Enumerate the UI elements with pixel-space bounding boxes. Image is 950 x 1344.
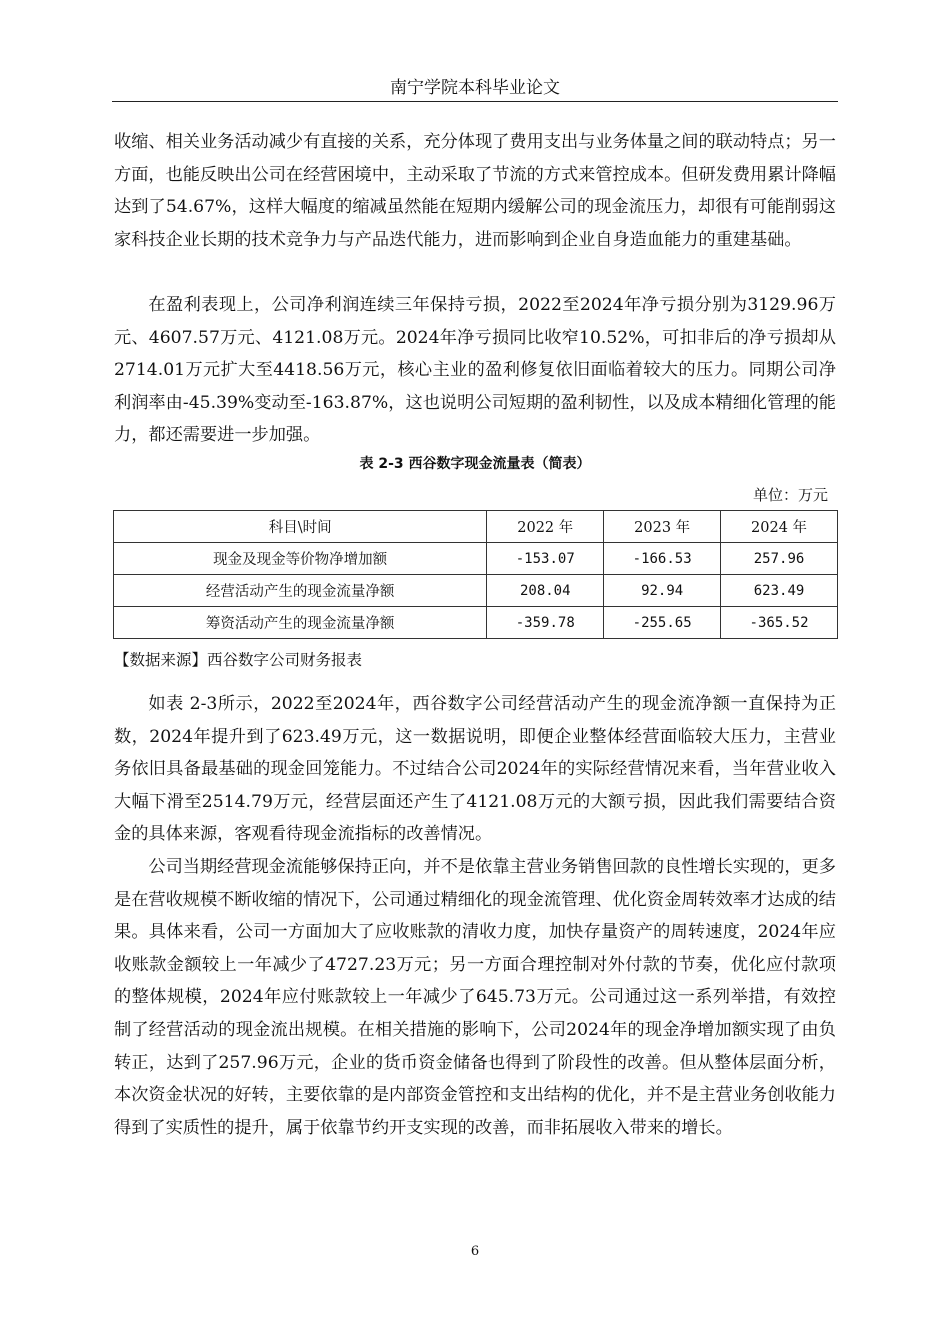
paragraph-2: 在盈利表现上，公司净利润连续三年保持亏损，2022至2024年净亏损分别为3129.96万元、4607.57万元、4121.08万元。2024年净亏损同比收窄10.52%，可扣非后的净亏损却从2714.01万元扩大至4418.56万元，核心主业的盈利修复依旧面临着较大的压力。同期公司净利润率由-45.39%变动至-163.87%，这也说明公司短期的盈利韧性，以及成本精细化管理的能力，都还需要进一步加强。 bbox=[114, 295, 836, 446]
table-header-cell: 2024 年 bbox=[721, 511, 838, 543]
table-unit: 单位：万元 bbox=[752, 486, 828, 504]
table-cell: -166.53 bbox=[604, 543, 721, 575]
table-cell: 257.96 bbox=[721, 543, 838, 575]
table-cell: -359.78 bbox=[487, 607, 604, 639]
table-cell: -365.52 bbox=[721, 607, 838, 639]
table-caption: 表 2-3 西谷数字现金流量表（简表） bbox=[359, 456, 591, 472]
table-header-cell: 2022 年 bbox=[487, 511, 604, 543]
table-row bbox=[114, 607, 838, 639]
table-row bbox=[114, 575, 838, 607]
paragraph-3: 如表 2-3所示，2022至2024年，西谷数字公司经营活动产生的现金流净额一直保持为正数，2024年提升到了623.49万元，这一数据说明，即便企业整体经营面临较大压力，主营业务依旧具备最基础的现金回笼能力。不过结合公司2024年的实际经营情况来看，当年营业收入大幅下滑至2514.79万元，经营层面还产生了4121.08万元的大额亏损，因此我们需要结合资金的具体来源，客观看待现金流指标的改善情况。 bbox=[114, 694, 836, 845]
page-header-title: 南宁学院本科毕业论文 bbox=[390, 78, 560, 98]
table-header-cell: 2023 年 bbox=[604, 511, 721, 543]
table-row bbox=[114, 543, 838, 575]
table-source-note: 【数据来源】西谷数字公司财务报表 bbox=[114, 651, 363, 669]
header-divider bbox=[112, 101, 838, 102]
row-label: 筹资活动产生的现金流量净额 bbox=[114, 607, 487, 639]
cash-flow-table bbox=[113, 510, 838, 639]
table-cell: 208.04 bbox=[487, 575, 604, 607]
table-cell: 92.94 bbox=[604, 575, 721, 607]
paragraph-4: 公司当期经营现金流能够保持正向，并不是依靠主营业务销售回款的良性增长实现的，更多是在营收规模不断收缩的情况下，公司通过精细化的现金流管理、优化资金周转效率才达成的结果。具体来看，公司一方面加大了应收账款的清收力度，加快存量资产的周转速度，2024年应收账款金额较上一年减少了4727.23万元；另一方面合理控制对外付款的节奏，优化应付款项的整体规模，2024年应付账款较上一年减少了645.73万元。公司通过这一系列举措，有效控制了经营活动的现金流出规模。在相关措施的影响下，公司2024年的现金净增加额实现了由负转正，达到了257.96万元，企业的货币资金储备也得到了阶段性的改善。但从整体层面分析，本次资金状况的好转，主要依靠的是内部资金管控和支出结构的优化，并不是主营业务创收能力得到了实质性的提升，属于依靠节约开支实现的改善，而非拓展收入带来的增长。 bbox=[114, 857, 836, 1138]
table-cell: 623.49 bbox=[721, 575, 838, 607]
row-label: 经营活动产生的现金流量净额 bbox=[114, 575, 487, 607]
paragraph-1: 收缩、相关业务活动减少有直接的关系，充分体现了费用支出与业务体量之间的联动特点；另一方面，也能反映出公司在经营困境中，主动采取了节流的方式来管控成本。但研发费用累计降幅达到了54.67%，这样大幅度的缩减虽然能在短期内缓解公司的现金流压力，却很有可能削弱这家科技企业长期的技术竞争力与产品迭代能力，进而影响到企业自身造血能力的重建基础。 bbox=[114, 132, 836, 250]
row-label: 现金及现金等价物净增加额 bbox=[114, 543, 487, 575]
page-number: 6 bbox=[470, 1244, 480, 1259]
table-cell: -153.07 bbox=[487, 543, 604, 575]
table-cell: -255.65 bbox=[604, 607, 721, 639]
table-header-row bbox=[114, 511, 838, 543]
table-header-cell: 科目\时间 bbox=[114, 511, 487, 543]
